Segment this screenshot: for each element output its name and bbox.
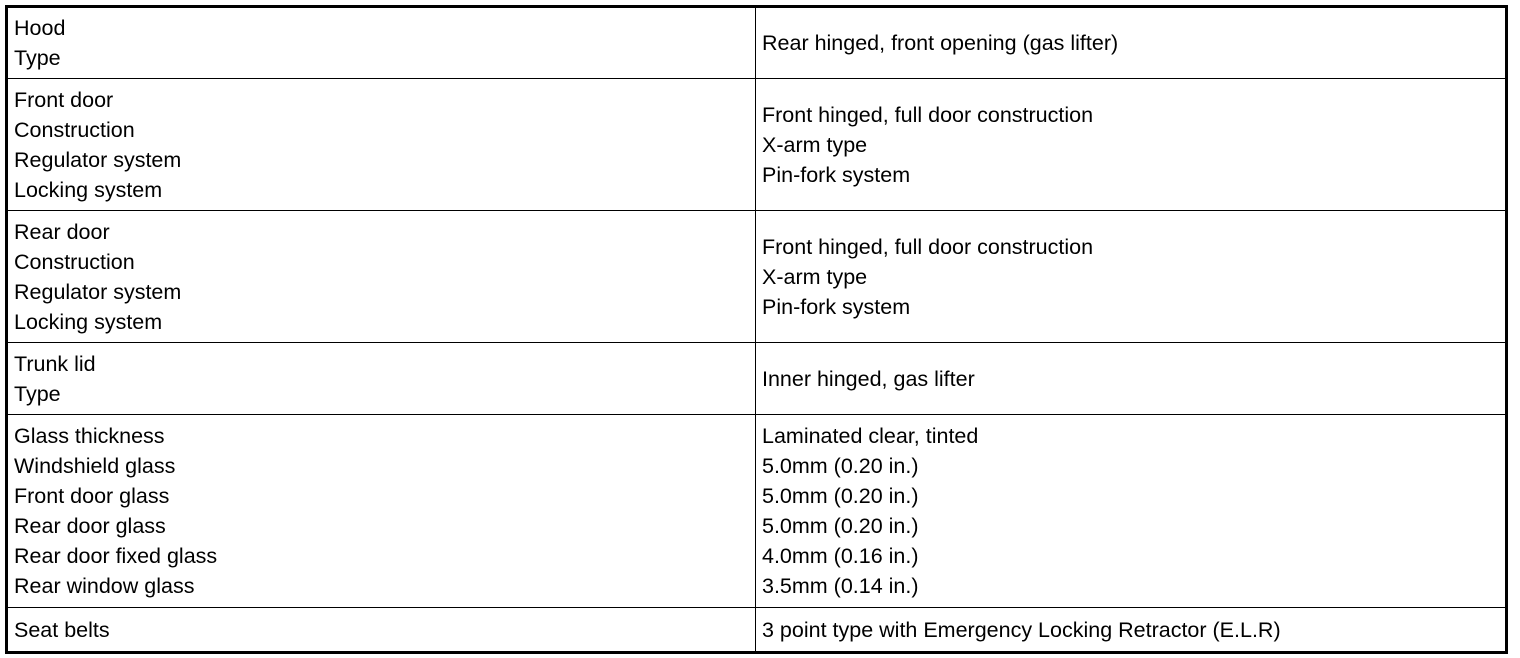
row-value: Pin-fork system [762,294,911,319]
row-sublabel: Type [14,381,61,406]
row-heading: Front door [14,87,114,112]
hood-label-cell [7,7,756,79]
table-row [7,343,1507,415]
row-value: 3.5mm (0.14 in.) [762,574,919,598]
rear-door-value-cell [756,211,1507,343]
row-value: X-arm type [762,132,868,157]
row-value: 4.0mm (0.16 in.) [762,544,919,568]
row-heading: Trunk lid [14,351,96,376]
row-value: Pin-fork system [762,162,911,187]
row-sublabel: Type [14,46,61,70]
row-sublabel: Rear window glass [14,574,195,598]
row-sublabel: Rear door glass [14,514,166,538]
row-sublabel: Rear door fixed glass [14,544,218,568]
row-value: 5.0mm (0.20 in.) [762,454,919,478]
table-row [7,211,1507,343]
row-value: 5.0mm (0.20 in.) [762,484,919,508]
row-sublabel: Front door glass [14,484,170,508]
row-value: Inner hinged, gas lifter [762,366,975,391]
row-value: Laminated clear, tinted [762,424,979,448]
row-heading: Glass thickness [14,424,165,448]
trunk-lid-label-cell [7,343,756,415]
hood-value-cell [756,7,1507,79]
row-value: Front hinged, full door construction [762,102,1094,127]
row-heading: Hood [14,16,66,40]
table-row [7,415,1507,608]
row-value: Front hinged, full door construction [762,234,1094,259]
seat-belts-label-cell [7,608,756,653]
front-door-value-cell [756,79,1507,211]
seat-belts-value-cell [756,608,1507,653]
specifications-table [5,5,1508,654]
row-value: Rear hinged, front opening (gas lifter) [762,31,1119,55]
front-door-label-cell [7,79,756,211]
row-sublabel: Windshield glass [14,454,176,478]
table-row [7,608,1507,653]
row-heading: Seat belts [14,617,110,642]
trunk-lid-value-cell [756,343,1507,415]
glass-thickness-value-cell [756,415,1507,608]
row-heading: Rear door [14,219,110,244]
row-sublabel: Construction [14,249,135,274]
row-sublabel: Locking system [14,309,163,334]
row-value: 3 point type with Emergency Locking Retractor (E.L.R) [762,617,1281,642]
glass-thickness-label-cell [7,415,756,608]
row-sublabel: Construction [14,117,135,142]
table-row [7,79,1507,211]
row-value: X-arm type [762,264,868,289]
row-sublabel: Regulator system [14,279,182,304]
rear-door-label-cell [7,211,756,343]
row-sublabel: Regulator system [14,147,182,172]
row-sublabel: Locking system [14,177,163,202]
row-value: 5.0mm (0.20 in.) [762,514,919,538]
table-row [7,7,1507,79]
